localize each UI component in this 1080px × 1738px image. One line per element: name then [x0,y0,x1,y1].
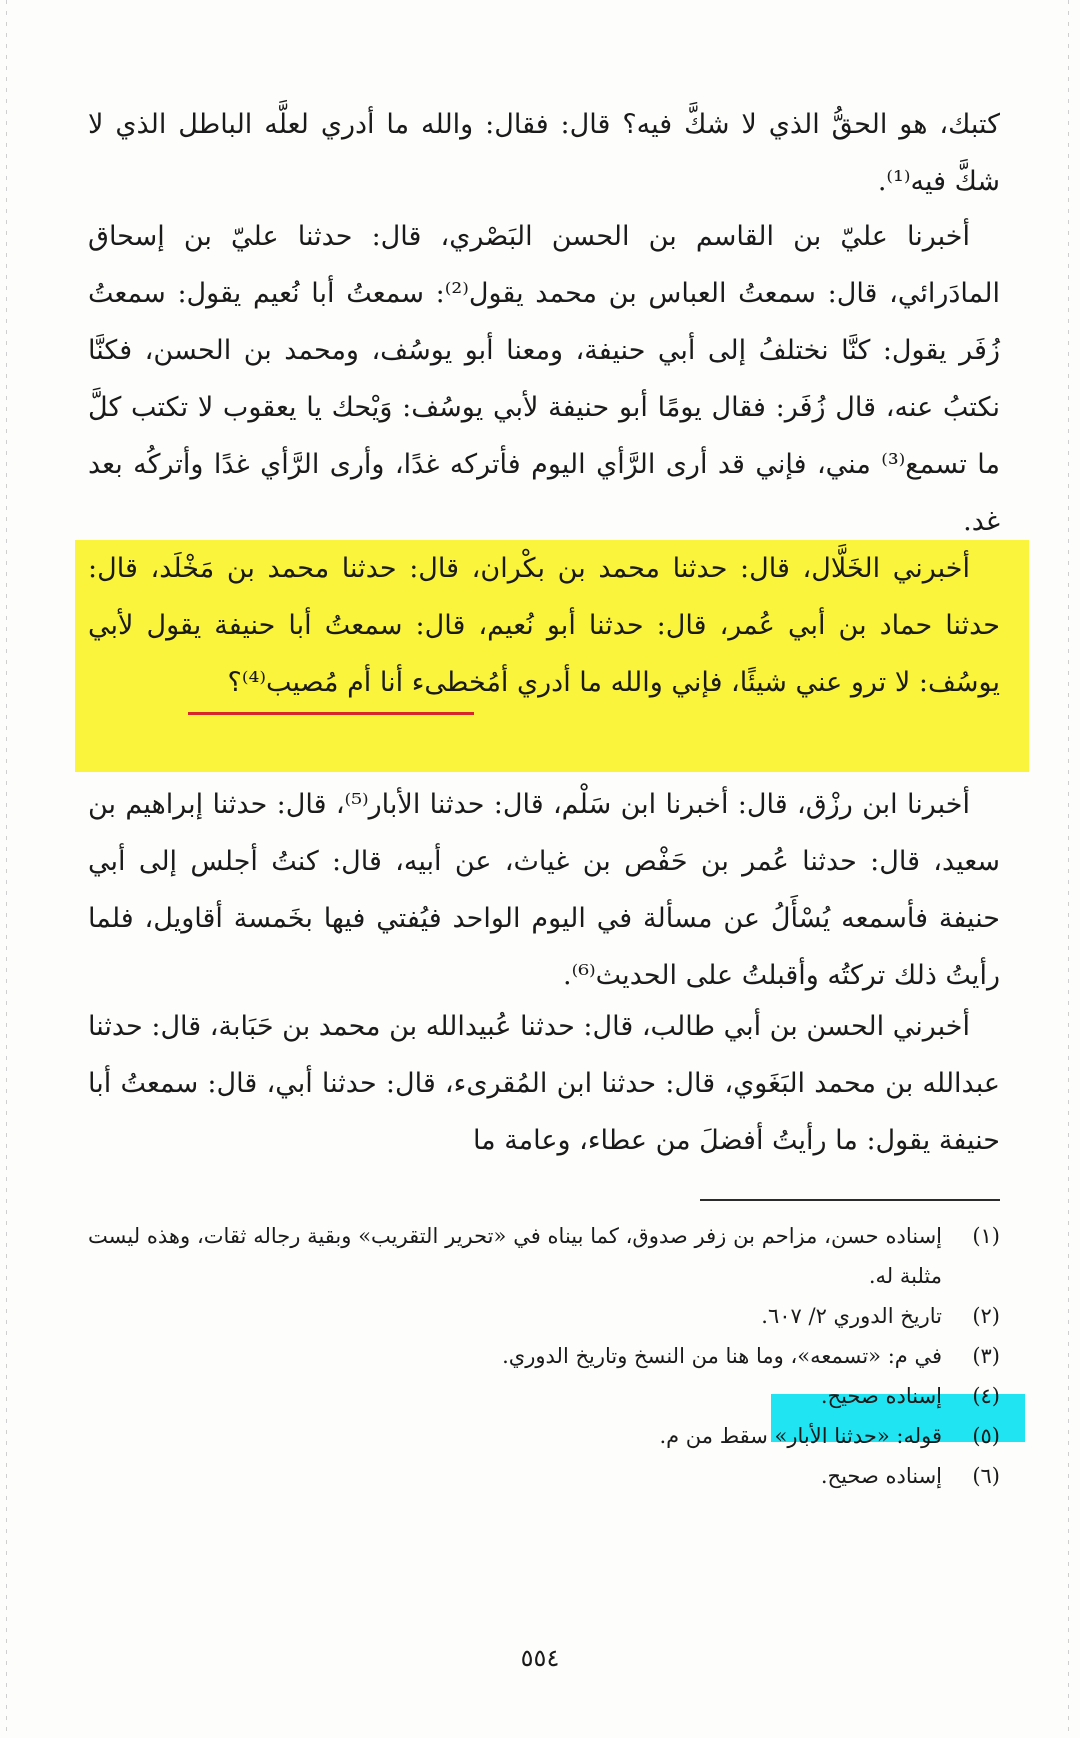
footnote-text: إسناده صحيح. [820,1464,942,1488]
footnote-number: (٦) [972,1464,1000,1488]
footnote-number: (٣) [972,1344,1000,1368]
footnote-3 [88,1336,1000,1376]
red-underline [188,712,474,715]
footnote-text: تاريخ الدوري ٢/ ٦٠٧. [761,1304,942,1328]
footnote-6 [88,1456,1000,1496]
paragraph-2: أخبرنا عليّ بن القاسم بن الحسن البَصْري، قال: حدثنا عليّ بن إسحاق المادَرائي، قال: سمعتُ العباس بن محمد يقول⁽²⁾: سمعتُ أبا نُعيم يقول: سمعتُ زُفَر يقول: كنَّا نختلفُ إلى أبي حنيفة، ومعنا أبو يوسُف، ومحمد بن الحسن، فكنَّا نكتبُ عنه، قال زُفَر: فقال يومًا أبو حنيفة لأبي يوسُف: وَيْحك يا يعقوب لا تكتب كلَّ ما تسمع⁽³⁾ مني، فإني قد أرى الرَّأي اليوم فأتركه غدًا، وأرى الرَّأي غدًا وأتركُه بعد غد. [88,221,1000,537]
footnote-number: (٥) [972,1424,1000,1448]
scan-edge-right [1068,0,1069,1738]
paragraph-5: أخبرني الحسن بن أبي طالب، قال: حدثنا عُبيدالله بن محمد بن حَبَابة، قال: حدثنا عبدالله بن محمد البَغَوي، قال: حدثنا ابن المُقرىء، قال: حدثنا أبي، قال: سمعتُ أبا حنيفة يقول: ما رأيتُ أفضلَ من عطاء، وعامة ما [88,1011,1000,1156]
footnote-1 [88,1216,1000,1296]
footnotes [88,1216,1000,1496]
footnote-2 [88,1296,1000,1336]
footnote-text: في م: «تسمعه»، وما هنا من النسخ وتاريخ الدوري. [502,1344,942,1368]
page-number: ٥٥٤ [520,1644,560,1672]
footnote-text: إسناده حسن، مزاحم بن زفر صدوق، كما بيناه في «تحرير التقريب» وبقية رجاله ثقات، وهذه ليست مثلبة له. [88,1224,942,1288]
footnote-number: (١) [972,1224,1000,1248]
footnote-text: إسناده صحيح. [820,1384,942,1408]
footnote-number: (٤) [972,1384,1000,1408]
paragraph-4: أخبرنا ابن رزْق، قال: أخبرنا ابن سَلْم، قال: حدثنا الأبار⁽⁵⁾، قال: حدثنا إبراهيم بن سعيد، قال: حدثنا عُمر بن حَفْص بن غياث، عن أبيه، قال: كنتُ أجلس إلى أبي حنيفة فأسمعه يُسْأَلُ عن مسألة في اليوم الواحد فيُفتي فيها بخَمسة أقاويل، فلما رأيتُ ذلك تركتُه وأقبلتُ على الحديث⁽⁶⁾. [88,789,1000,991]
footnote-4 [88,1376,1000,1416]
footnote-rule [700,1199,1000,1201]
footnote-text: قوله: «حدثنا الأبار» سقط من م. [659,1424,942,1448]
footnote-5 [88,1416,1000,1456]
paragraph-1: كتبك، هو الحقُّ الذي لا شكَّ فيه؟ قال: فقال: والله ما أدري لعلَّه الباطل الذي لا شكَّ فيه⁽¹⁾. [88,109,1000,197]
paragraph-3-highlighted: أخبرني الخَلَّال، قال: حدثنا محمد بن بكْران، قال: حدثنا محمد بن مَخْلَد، قال: حدثنا حماد بن أبي عُمر، قال: حدثنا أبو نُعيم، قال: سمعتُ أبا حنيفة يقول لأبي يوسُف: لا ترو عني شيئًا، فإني والله ما أدري أمُخطىء أنا أم مُصيب⁽⁴⁾؟ [88,553,1000,698]
scan-edge-left [6,0,7,1738]
footnote-number: (٢) [972,1304,1000,1328]
